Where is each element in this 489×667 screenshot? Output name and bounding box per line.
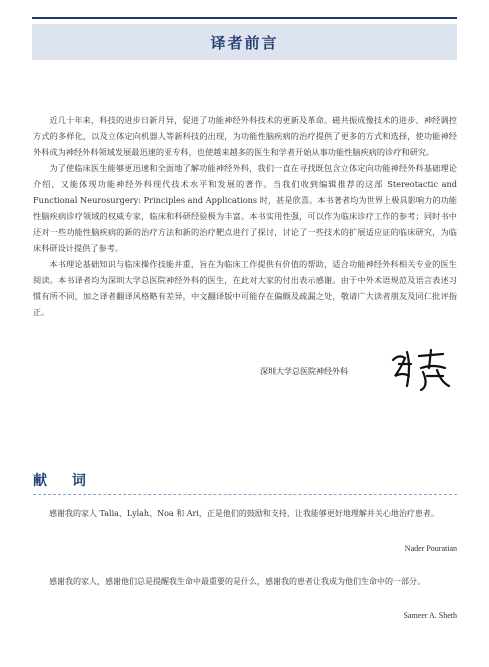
dedication-item-1	[33, 506, 457, 522]
page-title: 译者前言	[210, 33, 279, 52]
preface-body	[33, 112, 457, 320]
signature-affiliation: 深圳大学总医院神经外科	[260, 367, 348, 376]
dedication-divider	[33, 494, 457, 495]
handwritten-signature	[385, 346, 455, 394]
dedication-text: 感谢我的家人，感谢他们总是提醒我生命中最重要的是什么，感谢我的患者让我成为他们生命中的一部分。	[49, 577, 425, 586]
header-top-rule	[32, 17, 457, 19]
dedication-text: 感谢我的家人 Talia、Lylah、Noa 和 Ari，正是他们的鼓励和支持，让我能够更好地理解并关心地治疗患者。	[49, 509, 439, 518]
dedication-author: Nader Pouratian	[404, 544, 457, 553]
preface-paragraph-3: 本书理论基础知识与临床操作技能并重，旨在为临床工作提供有价值的帮助，适合功能神经外科相关专业的医生阅读。本书译者均为深圳大学总医院神经外科的医生，在此对大家的付出表示感谢。由于中外术语规范及语言表述习惯有所不同，加之译者翻译风格略有差异，中文翻译版中可能存在偏颇及疏漏之处，敬请广大读者朋友及同仁批评指正。	[33, 259, 457, 317]
dedication-heading: 献 词	[33, 473, 96, 489]
preface-signature	[240, 346, 460, 396]
header-band	[32, 24, 457, 60]
preface-paragraph-2: 为了使临床医生能够更迅速和全面地了解功能神经外科，我们一直在寻找既包含立体定向功能神经外科基础理论介绍，又能体现功能神经外科现代技术水平和发展的著作。当我们收到编辑推荐的这部 Stereotactic and Functional Neurosurgery: Principles and Applications 时，甚是欣喜。本书著者均为世界上极具影响力的功能性脑疾病诊疗领域的权威专家，临床和科研经验极为丰富。本书实用性强，可以作为临床诊疗工作的参考；同时书中还对一些功能性脑疾病的新的治疗方法和新的治疗靶点进行了探讨，讨论了一些技术的扩展适应证的临床研究，为临床科研设计提供了参考。	[33, 163, 457, 253]
dedication-author: Sameer A. Sheth	[403, 611, 457, 620]
preface-paragraph-1: 近几十年来，科技的进步日新月异，促进了功能神经外科技术的更新及革命。磁共振成像技术的进步、神经调控方式的多样化，以及立体定向机器人等新科技的出现，为功能性脑疾病的治疗提供了更多的方式和选择，使功能神经外科成为神经外科领域发展最迅速的亚专科，也使越来越多的医生和学者开始从事功能性脑疾病的诊疗和研究。	[33, 115, 457, 157]
dedication-item-2	[33, 574, 457, 590]
